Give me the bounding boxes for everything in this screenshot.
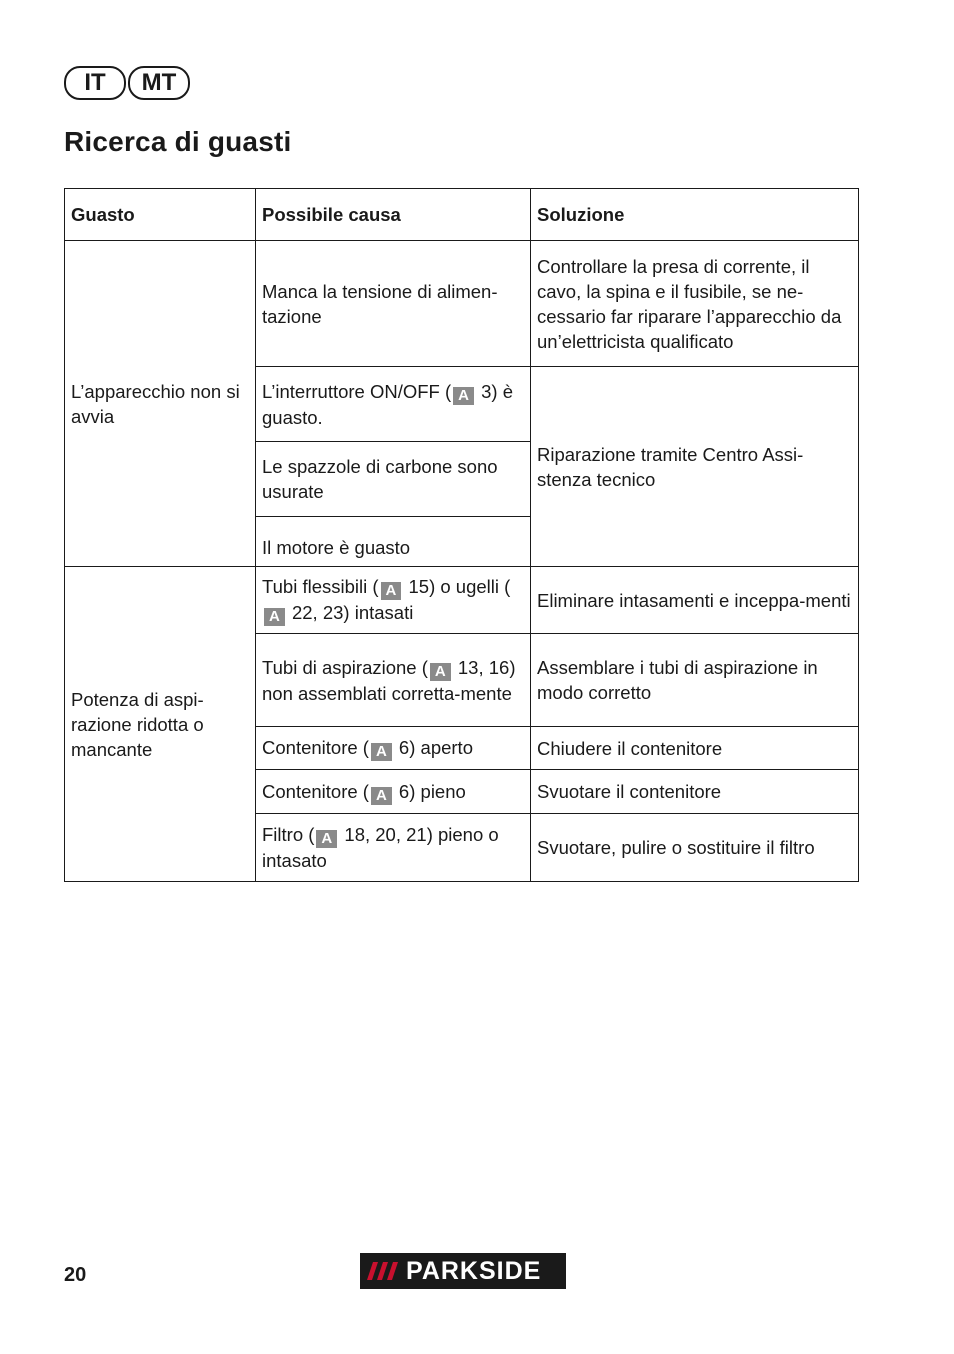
figure-ref-badge: A <box>316 830 337 848</box>
figure-ref-badge: A <box>264 608 285 626</box>
solution-cell: Eliminare intasamenti e inceppa-menti <box>531 567 859 634</box>
solution-cell: Svuotare, pulire o sostituire il filtro <box>531 814 859 882</box>
cause-cell: Il motore è guasto <box>256 517 531 567</box>
cause-cell: Le spazzole di carbone sono usurate <box>256 442 531 517</box>
header-fault: Guasto <box>65 189 256 241</box>
language-badge-it: IT <box>64 66 126 100</box>
logo-wordmark: PARKSIDE <box>406 1257 542 1285</box>
fault-cell: L’apparecchio non si avvia <box>65 241 256 567</box>
logo-slashes-icon <box>362 1255 406 1287</box>
cause-cell: Filtro ( A 18, 20, 21) pieno o intasato <box>256 814 531 882</box>
table-header-row <box>65 189 859 241</box>
solution-cell: Svuotare il contenitore <box>531 770 859 814</box>
parkside-logo <box>360 1253 566 1289</box>
figure-ref-badge: A <box>453 387 474 405</box>
page-number: 20 <box>64 1264 87 1286</box>
cause-cell: L’interruttore ON/OFF ( A 3) è guasto. <box>256 367 531 442</box>
solution-cell: Assemblare i tubi di aspirazione in modo corretto <box>531 634 859 727</box>
solution-cell: Chiudere il contenitore <box>531 727 859 770</box>
table-row <box>65 567 859 634</box>
cause-cell: Manca la tensione di alimen-tazione <box>256 241 531 367</box>
cause-cell: Tubi di aspirazione ( A 13, 16) non assemblati corretta-mente <box>256 634 531 727</box>
cause-cell: Tubi flessibili ( A 15) o ugelli (A 22, 23) intasati <box>256 567 531 634</box>
cause-cell: Contenitore ( A 6) aperto <box>256 727 531 770</box>
header-solution: Soluzione <box>531 189 859 241</box>
page-title: Ricerca di guasti <box>64 126 292 157</box>
figure-ref-badge: A <box>381 582 402 600</box>
figure-ref-badge: A <box>371 787 392 805</box>
troubleshooting-table <box>64 188 859 882</box>
figure-ref-badge: A <box>430 663 451 681</box>
header-cause: Possibile causa <box>256 189 531 241</box>
cause-cell: Contenitore ( A 6) pieno <box>256 770 531 814</box>
solution-cell: Riparazione tramite Centro Assi-stenza tecnico <box>531 367 859 567</box>
fault-cell: Potenza di aspi-razione ridotta o mancante <box>65 567 256 882</box>
figure-ref-badge: A <box>371 743 392 761</box>
table-row <box>65 241 859 367</box>
language-badge-mt: MT <box>128 66 190 100</box>
solution-cell: Controllare la presa di corrente, il cavo, la spina e il fusibile, se ne-cessario far riparare l’apparecchio da un’elettricista qualificato <box>531 241 859 367</box>
